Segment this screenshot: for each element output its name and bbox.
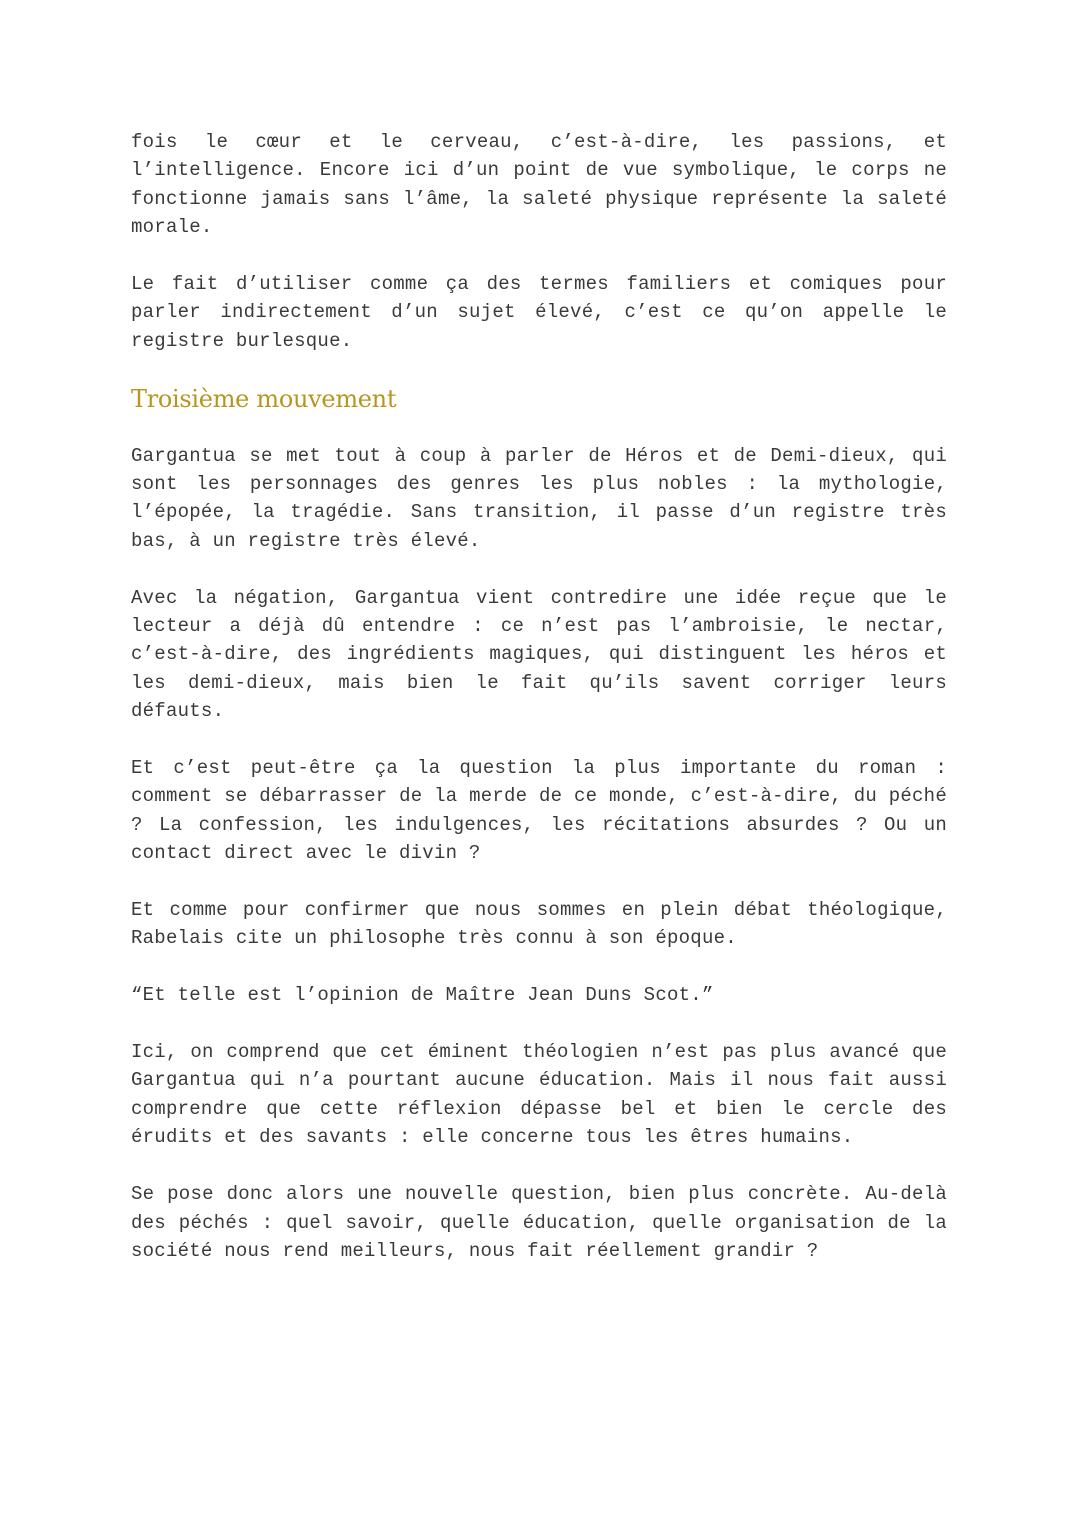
paragraph-heros: Gargantua se met tout à coup à parler de Héros et de Demi-dieux, qui sont les personnages des genres les plus nobles : la mythologie, l’épopée, la tragédie. Sans transition, il passe d’un registre très bas, à un registre très élevé. bbox=[131, 444, 947, 552]
paragraph-nouvelle-question: Se pose donc alors une nouvelle question, bien plus concrète. Au-delà des péchés : quel savoir, quelle éducation, quelle organisation de la société nous rend meilleurs, nous fait réellement grandir ? bbox=[131, 1183, 947, 1262]
paragraph-negation: Avec la négation, Gargantua vient contredire une idée reçue que le lecteur a déjà dû entendre : ce n’est pas l’ambroisie, le nectar, c’est-à-dire, des ingrédients magiques, qui distinguent les héros et les demi-dieux, mais bien le fait qu’ils savent corriger leurs défauts. bbox=[131, 586, 947, 723]
paragraph-theologien: Ici, on comprend que cet éminent théologien n’est pas plus avancé que Gargantua qui n’a pourtant aucune éducation. Mais il nous fait aussi comprendre que cette réflexion dépasse bel et bien le cercle des érudits et des savants : elle concerne tous les êtres humains. bbox=[131, 1041, 947, 1149]
paragraph-question-roman: Et c’est peut-être ça la question la plus importante du roman : comment se débarrasser de la merde de ce monde, c’est-à-dire, du péché ? La confession, les indulgences, les récitations absurdes ? Ou un contact direct avec le divin ? bbox=[131, 757, 947, 865]
paragraph-debat-theologique: Et comme pour confirmer que nous sommes en plein débat théologique, Rabelais cite un philosophe très connu à son époque. bbox=[131, 899, 947, 950]
document-page bbox=[131, 128, 947, 1294]
quote-duns-scot: “Et telle est l’opinion de Maître Jean Duns Scot.” bbox=[131, 984, 714, 1007]
paragraph-burlesque: Le fait d’utiliser comme ça des termes familiers et comiques pour parler indirectement d’un sujet élevé, c’est ce qu’on appelle le registre burlesque. bbox=[131, 273, 947, 352]
paragraph-passions: fois le cœur et le cerveau, c’est-à-dire, les passions, et l’intelligence. Encore ici d’un point de vue symbolique, le corps ne fonctionne jamais sans l’âme, la saleté physique représente la saleté morale. bbox=[131, 131, 947, 239]
section-heading: Troisième mouvement bbox=[131, 384, 397, 413]
